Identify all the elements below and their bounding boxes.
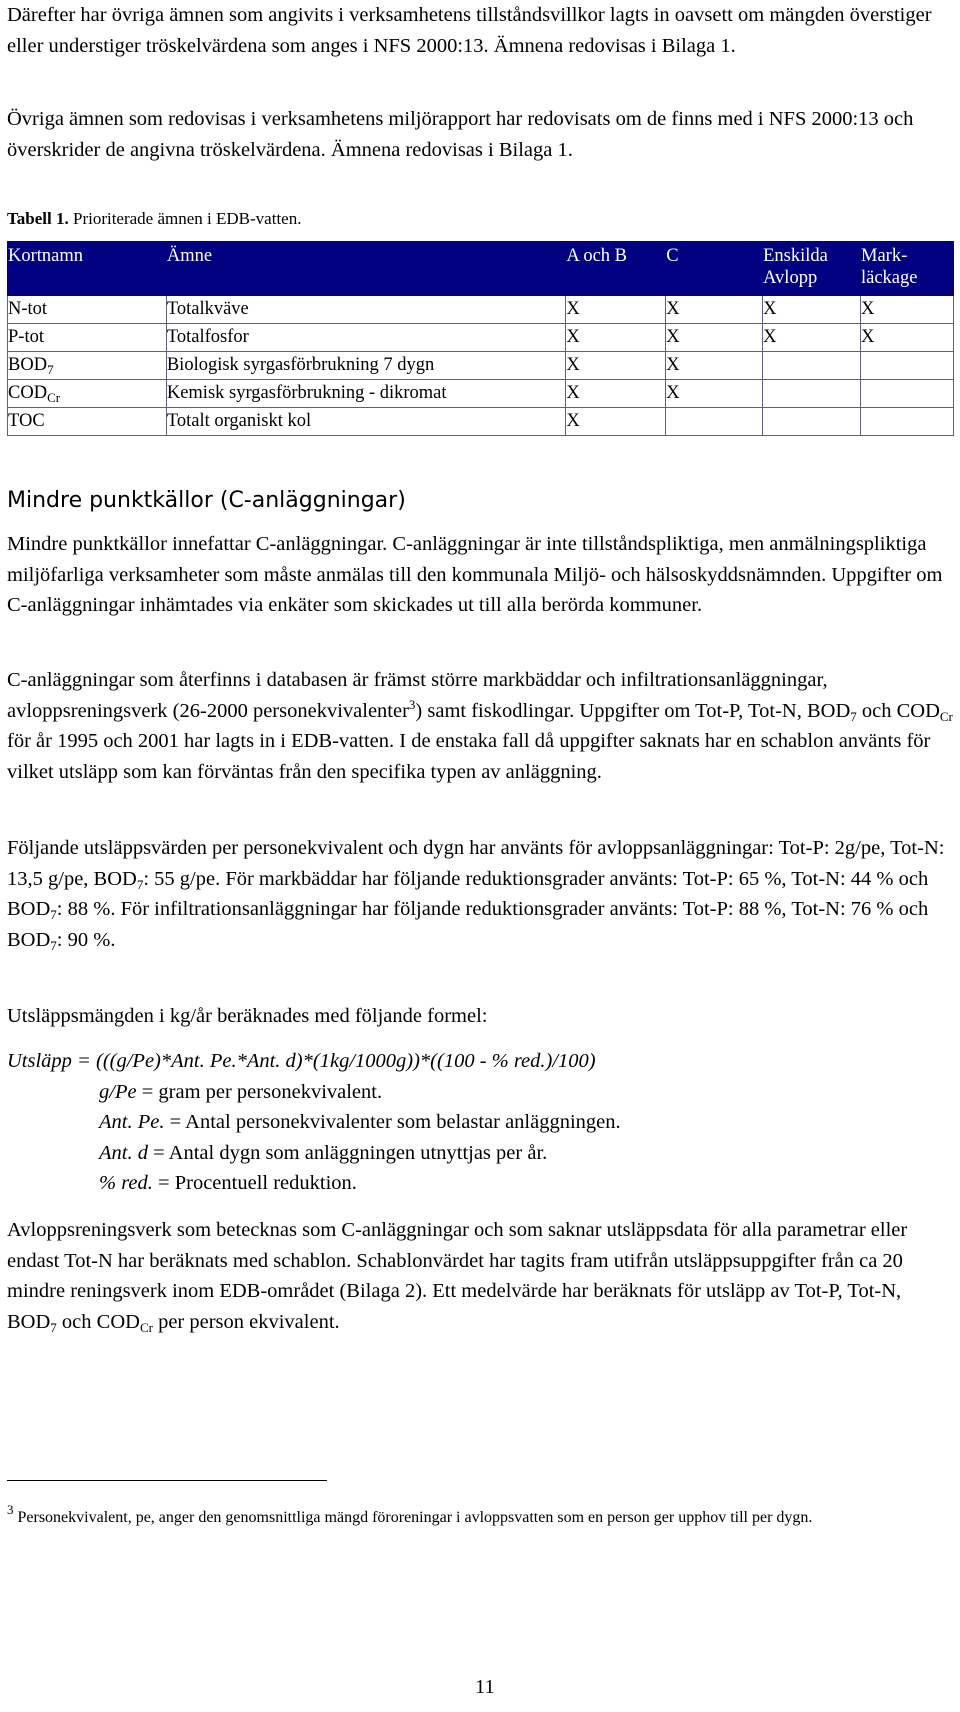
table-header-row xyxy=(8,242,954,296)
table-caption-text: Prioriterade ämnen i EDB-vatten. xyxy=(68,209,302,228)
cell-substance: Totalt organiskt kol xyxy=(166,408,566,436)
cell-mark: X xyxy=(861,296,954,324)
cell-enskilda xyxy=(763,408,861,436)
paragraph-7: Avloppsreningsverk som betecknas som C-anläggningar och som saknar utsläppsdata för alla parametrar eller endast Tot-N har beräknats med schablon. Schablonvärdet har tagits fram utifrån utsläppsuppgifter från ca 20 mindre reningsverk inom EDB-området (Bilaga 2). Ett medelvärde har beräknats för utsläpp av Tot-P, Tot-N, $BOD_7$ och $COD_{Cr}$ per person ekvivalent. xyxy=(7,1219,908,1335)
formula-def: Ant. d = Antal dygn som anläggningen utnyttjas per år. xyxy=(99,1141,548,1164)
cell-enskilda xyxy=(763,380,861,408)
paragraph-1: Därefter har övriga ämnen som angivits i verksamhetens tillståndsvillkor lagts in oavsett om mängden överstiger eller understiger tröskelvärdena som anges i NFS 2000:13. Ämnena redovisas i Bilaga 1. xyxy=(7,4,932,57)
cell-mark xyxy=(861,380,954,408)
header-c: C xyxy=(666,242,763,296)
footnote-number: 3 xyxy=(7,1502,14,1517)
paragraph-4: C-anläggningar som återfinns i databasen är främst större markbäddar och infiltrationsanläggningar, avloppsreningsverk (26-2000 personekvivalenter$^3$) samt fiskodlingar. Uppgifter om Tot-P, Tot-N, $BOD_7$ och $COD_{Cr}$ för år 1995 och 2001 har lagts in i EDB-vatten. I de enstaka fall då uppgifter saknats har en schablon använts för vilket utsläpp som kan förväntas från den specifika typen av anläggning. xyxy=(7,669,953,783)
cell-short: N-tot xyxy=(8,296,167,324)
table-row xyxy=(8,324,954,352)
cell-mark xyxy=(861,408,954,436)
header-a-och-b: A och B xyxy=(566,242,666,296)
cell-ab: X xyxy=(566,296,666,324)
cell-c: X xyxy=(666,324,763,352)
page-number: 11 xyxy=(475,1676,495,1698)
cell-ab: X xyxy=(566,324,666,352)
cell-substance: Totalkväve xyxy=(166,296,566,324)
header-kortnamn: Kortnamn xyxy=(8,242,167,296)
cell-ab: X xyxy=(566,352,666,380)
footnote-ref: 3 xyxy=(408,696,416,712)
cell-c: X xyxy=(666,380,763,408)
cell-ab: X xyxy=(566,380,666,408)
section-heading: Mindre punktkällor (C-anläggningar) xyxy=(7,488,406,513)
table-row xyxy=(8,380,954,408)
cell-substance: Totalfosfor xyxy=(166,324,566,352)
cell-enskilda: X xyxy=(763,296,861,324)
footnote-text: Personekvivalent, pe, anger den genomsnittliga mängd föroreningar i avloppsvatten som en person ger upphov till per dygn. xyxy=(13,1509,813,1526)
paragraph-2: Övriga ämnen som redovisas i verksamhetens miljörapport har redovisats om de finns med i NFS 2000:13 och överskrider de angivna tröskelvärdena. Ämnena redovisas i Bilaga 1. xyxy=(7,108,914,161)
formula-def: % red. = Procentuell reduktion. xyxy=(99,1172,357,1194)
cell-c: X xyxy=(666,352,763,380)
cell-substance: Biologisk syrgasförbrukning 7 dygn xyxy=(166,352,566,380)
paragraph-3: Mindre punktkällor innefattar C-anläggningar. C-anläggningar är inte tillståndspliktiga, men anmälningspliktiga miljöfarliga verksamheter som måste anmälas till den kommunala Miljö- och hälsoskyddsnämnden. Uppgifter om C-anläggningar inhämtades via enkäter som skickades ut till alla berörda kommuner. xyxy=(7,533,943,616)
table-caption-label: Tabell 1. xyxy=(7,209,69,228)
formula-main: Utsläpp = (((g/Pe)*Ant. Pe.*Ant. d)*(1kg/1000g))*((100 - % red.)/100) xyxy=(7,1050,596,1072)
cell-short: P-tot xyxy=(8,324,167,352)
cell-short: $BOD_7$ xyxy=(8,352,167,380)
table-caption xyxy=(7,209,301,229)
cell-mark xyxy=(861,352,954,380)
footnote xyxy=(7,1502,952,1530)
cell-ab: X xyxy=(566,408,666,436)
table-row xyxy=(8,408,954,436)
cell-c: X xyxy=(666,296,763,324)
paragraph-5: Följande utsläppsvärden per personekvivalent och dygn har använts för avloppsanläggningar: Tot-P: 2g/pe, Tot-N: 13,5 g/pe, $BOD_7$: 55 g/pe. För markbäddar har följande reduktionsgrader använts: Tot-P: 65 %, Tot-N: 44 % och $BOD_7$: 88 %. För infiltrationsanläggningar har följande reduktionsgrader använts: Tot-P: 88 %, Tot-N: 76 % och $BOD_7$: 90 %. xyxy=(7,837,945,953)
cell-enskilda xyxy=(763,352,861,380)
substances-table xyxy=(7,241,954,436)
formula-def: Ant. Pe. = Antal personekvivalenter som belastar anläggningen. xyxy=(99,1111,621,1133)
table-row xyxy=(8,296,954,324)
formula-block xyxy=(7,1046,621,1199)
header-markläckage: Mark-läckage xyxy=(861,242,954,296)
paragraph-6: Utsläppsmängden i kg/år beräknades med följande formel: xyxy=(7,1005,488,1027)
cell-substance: Kemisk syrgasförbrukning - dikromat xyxy=(166,380,566,408)
table-row xyxy=(8,352,954,380)
formula-def: g/Pe = gram per personekvivalent. xyxy=(99,1080,383,1103)
header-enskilda-avlopp: Enskilda Avlopp xyxy=(763,242,861,296)
cell-short: $COD_{Cr}$ xyxy=(8,380,167,408)
cell-short: TOC xyxy=(8,408,167,436)
cell-mark: X xyxy=(861,324,954,352)
header-amne: Ämne xyxy=(166,242,566,296)
footnote-separator xyxy=(7,1480,327,1481)
cell-enskilda: X xyxy=(763,324,861,352)
cell-c xyxy=(666,408,763,436)
